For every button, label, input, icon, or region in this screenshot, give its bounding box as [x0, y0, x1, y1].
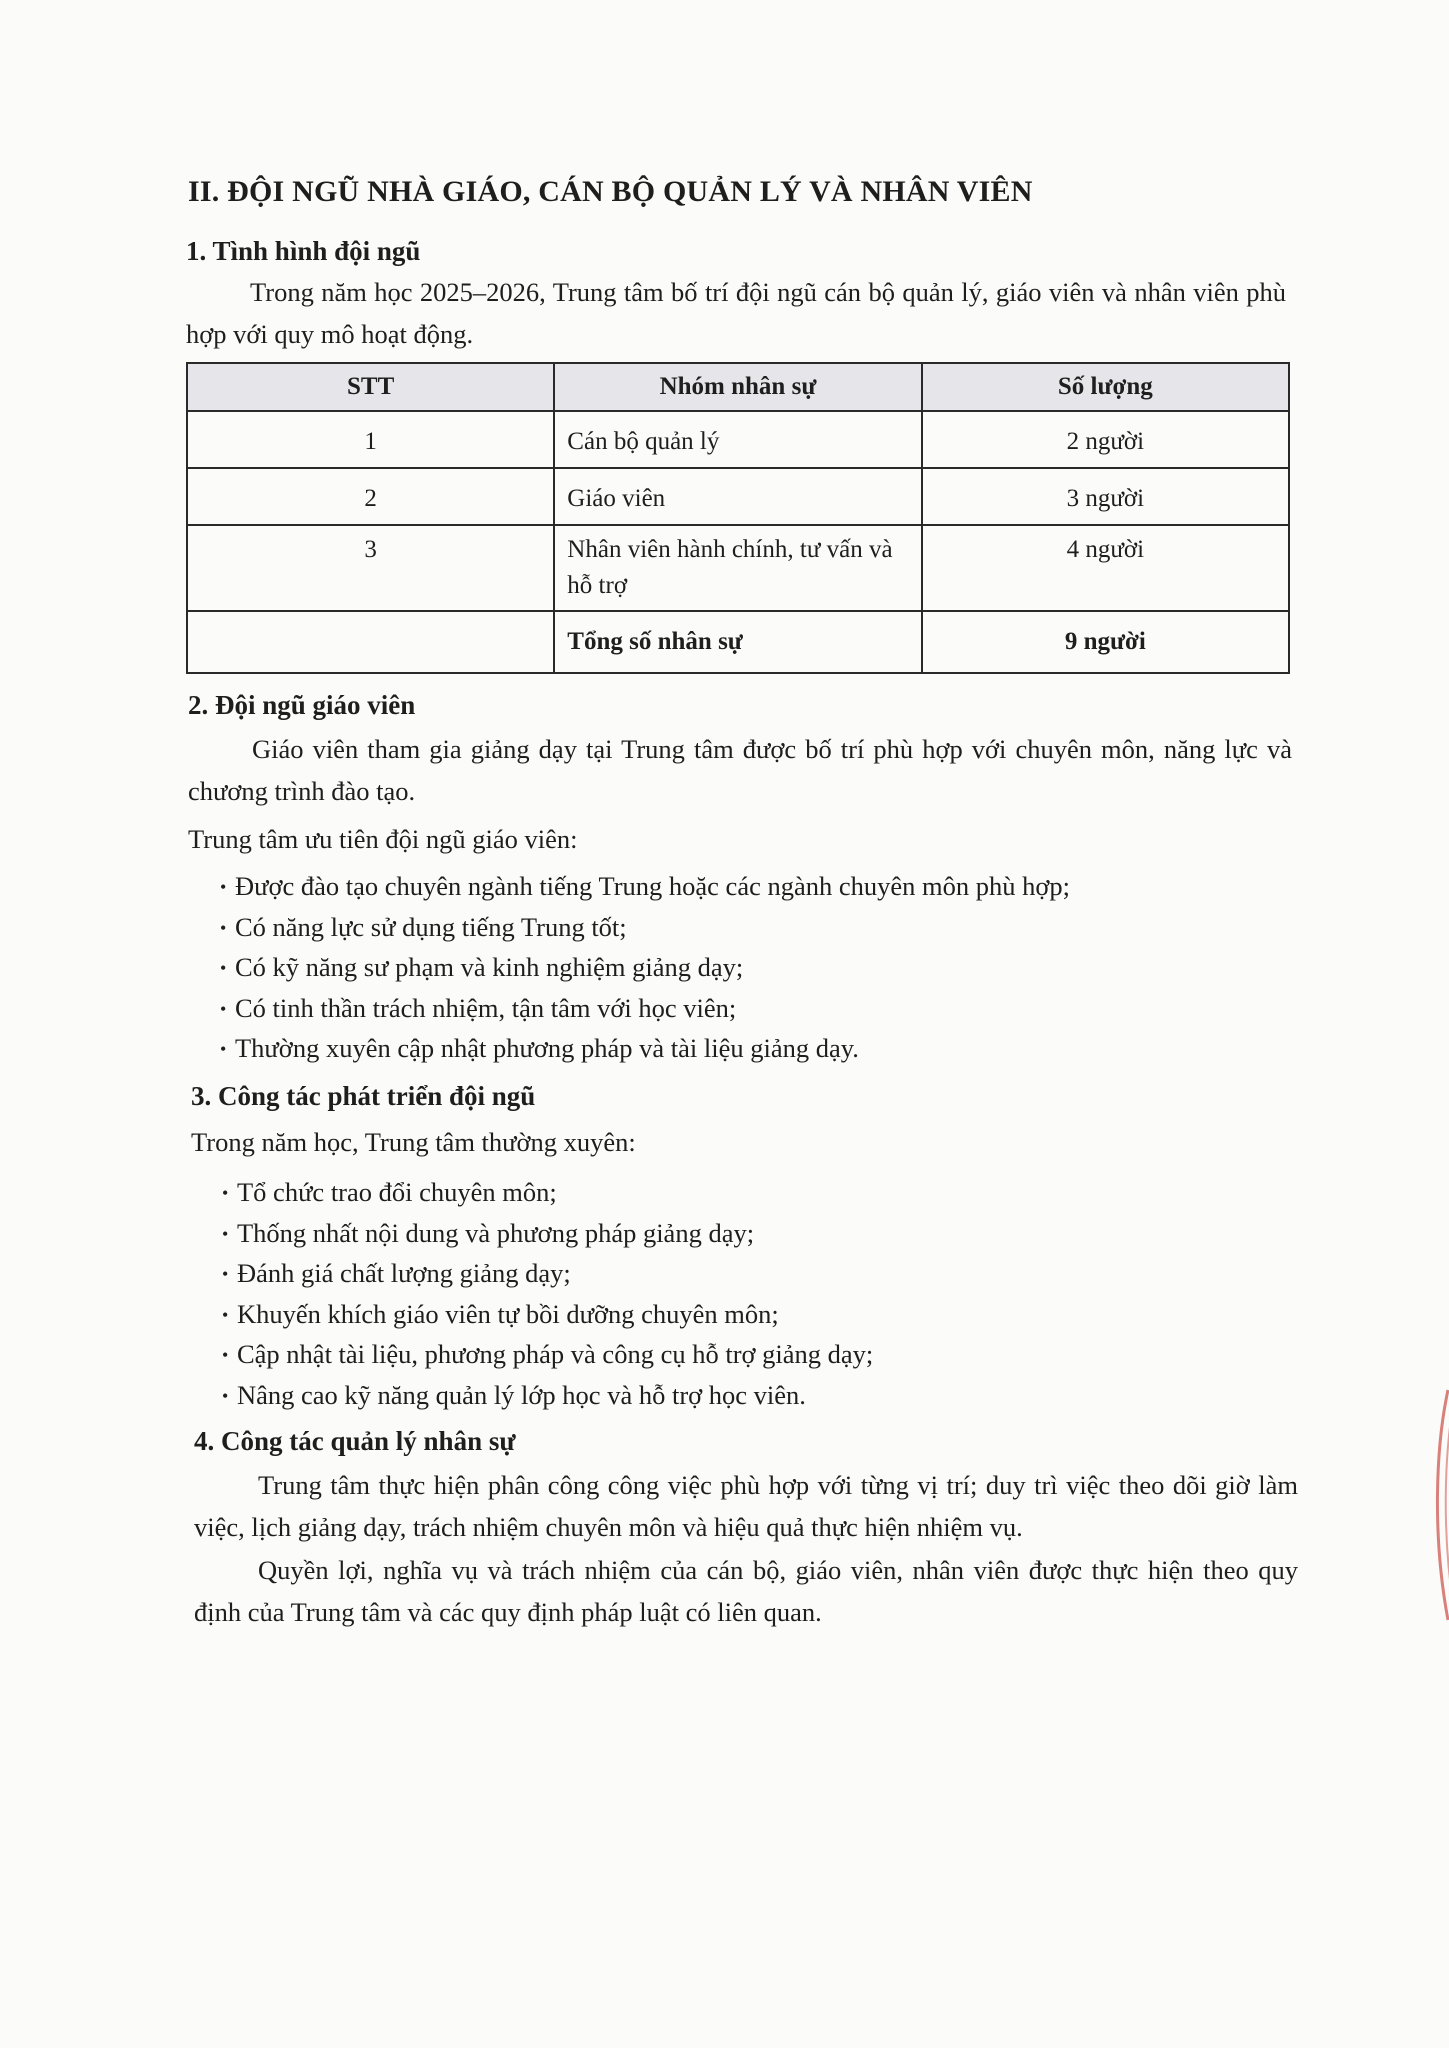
- list-item: • Có kỹ năng sư phạm và kinh nghiệm giảng dạy;: [220, 948, 1070, 989]
- cell-stt: 3: [187, 525, 554, 611]
- cell-group: Cán bộ quản lý: [554, 411, 921, 468]
- teachers-lead: Trung tâm ưu tiên đội ngũ giáo viên:: [188, 824, 578, 854]
- intro-paragraph: Trong năm học 2025–2026, Trung tâm bố trí đội ngũ cán bộ quản lý, giáo viên và nhân viên phù hợp với quy mô hoạt động.: [186, 277, 1286, 349]
- total-value: 9 người: [922, 611, 1289, 673]
- table-row: [187, 468, 1289, 525]
- list-item: • Có năng lực sử dụng tiếng Trung tốt;: [220, 908, 1070, 949]
- list-item: • Được đào tạo chuyên ngành tiếng Trung hoặc các ngành chuyên môn phù hợp;: [220, 867, 1070, 908]
- bullet-icon: •: [222, 1223, 229, 1244]
- table-header-row: [187, 363, 1289, 411]
- header-stt: STT: [187, 363, 554, 411]
- cell-count: 4 người: [922, 525, 1289, 611]
- bullet-icon: •: [220, 917, 227, 938]
- cell-count: 3 người: [922, 468, 1289, 525]
- list-item: • Khuyến khích giáo viên tự bồi dưỡng chuyên môn;: [222, 1295, 873, 1336]
- teachers-paragraph: Giáo viên tham gia giảng dạy tại Trung tâm được bố trí phù hợp với chuyên môn, năng lực và chương trình đào tạo.: [188, 734, 1292, 806]
- bullet-icon: •: [220, 958, 227, 978]
- list-item: • Có tinh thần trách nhiệm, tận tâm với học viên;: [220, 989, 1070, 1030]
- cell-count: 2 người: [922, 411, 1289, 468]
- list-item: • Tổ chức trao đổi chuyên môn;: [222, 1173, 873, 1214]
- section-title: II. ĐỘI NGŨ NHÀ GIÁO, CÁN BỘ QUẢN LÝ VÀ NHÂN VIÊN: [188, 175, 1033, 208]
- bullet-icon: •: [222, 1183, 229, 1203]
- cell-group: Giáo viên: [554, 468, 921, 525]
- list-item: • Thống nhất nội dung và phương pháp giảng dạy;: [222, 1214, 873, 1255]
- management-paragraph-2: Quyền lợi, nghĩa vụ và trách nhiệm của cán bộ, giáo viên, nhân viên được thực hiện theo quy định của Trung tâm và các quy định pháp luật có liên quan.: [194, 1555, 1298, 1627]
- list-item: • Cập nhật tài liệu, phương pháp và công cụ hỗ trợ giảng dạy;: [222, 1335, 873, 1376]
- heading-doi-ngu-giao-vien: 2. Đội ngũ giáo viên: [188, 690, 416, 720]
- list-item: • Nâng cao kỹ năng quản lý lớp học và hỗ trợ học viên.: [222, 1376, 873, 1417]
- stamp-fragment: [1418, 1385, 1449, 1625]
- development-list: [222, 1173, 873, 1416]
- stamp-arc-icon: [1418, 1385, 1449, 1625]
- bullet-icon: •: [222, 1304, 229, 1325]
- teacher-criteria-list: [220, 867, 1070, 1070]
- bullet-icon: •: [220, 1039, 227, 1059]
- table-row: [187, 411, 1289, 468]
- heading-tinh-hinh-doi-ngu: 1. Tình hình đội ngũ: [186, 236, 421, 266]
- bullet-icon: •: [220, 877, 227, 897]
- list-item: • Đánh giá chất lượng giảng dạy;: [222, 1254, 873, 1295]
- bullet-icon: •: [222, 1385, 229, 1406]
- list-item: • Thường xuyên cập nhật phương pháp và tài liệu giảng dạy.: [220, 1029, 1070, 1070]
- total-label: Tổng số nhân sự: [554, 611, 921, 673]
- bullet-icon: •: [220, 998, 227, 1019]
- table-total-row: [187, 611, 1289, 673]
- staff-table: [186, 362, 1290, 674]
- cell-group: Nhân viên hành chính, tư vấn và hỗ trợ: [554, 525, 921, 611]
- cell-empty: [187, 611, 554, 673]
- heading-phat-trien-doi-ngu: 3. Công tác phát triển đội ngũ: [191, 1081, 536, 1111]
- header-group: Nhóm nhân sự: [554, 363, 921, 411]
- table-row: [187, 525, 1289, 611]
- header-count: Số lượng: [922, 363, 1289, 411]
- management-paragraph-1: Trung tâm thực hiện phân công công việc phù hợp với từng vị trí; duy trì việc theo dõi giờ làm việc, lịch giảng dạy, trách nhiệm chuyên môn và hiệu quả thực hiện nhiệm vụ.: [194, 1470, 1298, 1542]
- development-lead: Trong năm học, Trung tâm thường xuyên:: [191, 1127, 636, 1157]
- cell-stt: 2: [187, 468, 554, 525]
- bullet-icon: •: [222, 1345, 229, 1365]
- heading-quan-ly-nhan-su: 4. Công tác quản lý nhân sự: [194, 1426, 516, 1456]
- cell-stt: 1: [187, 411, 554, 468]
- bullet-icon: •: [222, 1264, 229, 1284]
